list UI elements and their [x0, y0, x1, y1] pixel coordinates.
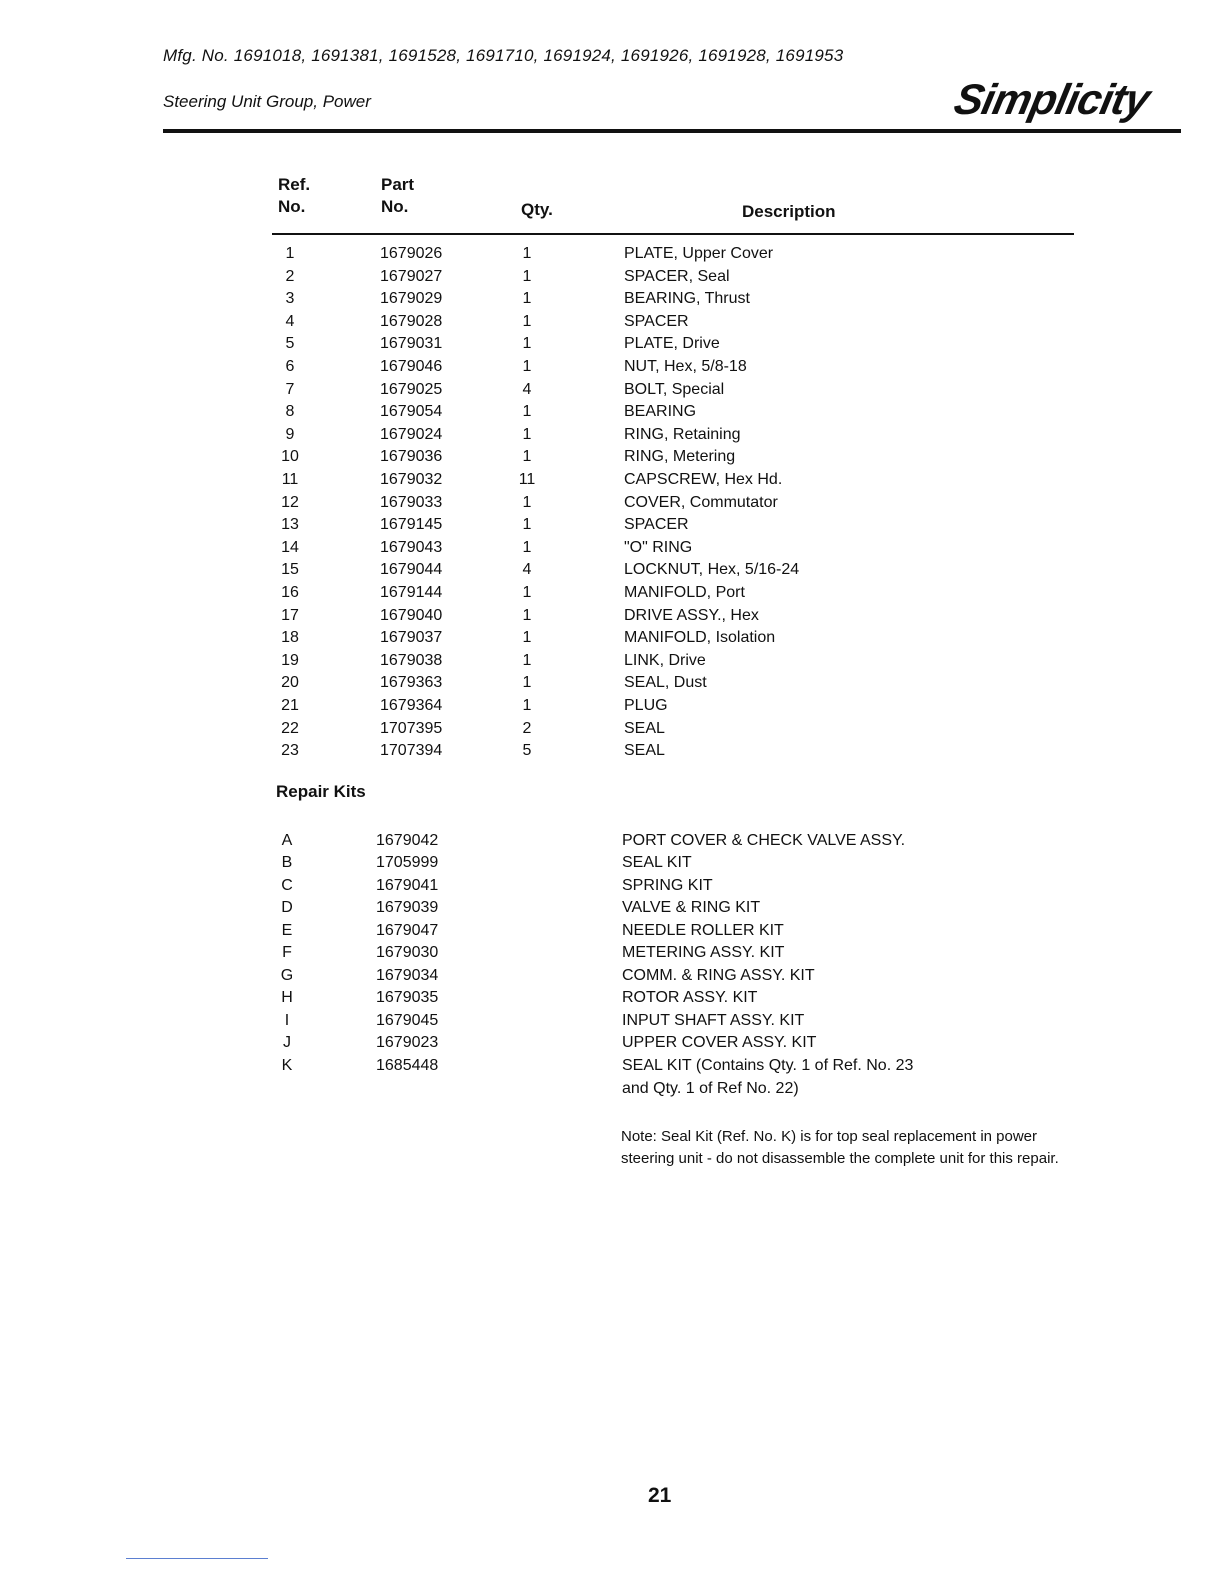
- kit-k-continuation: and Qty. 1 of Ref No. 22): [622, 1080, 799, 1097]
- part-no: 1679144: [380, 584, 443, 601]
- ref-no: 6: [285, 358, 295, 375]
- kit-part-no: 1679030: [376, 944, 439, 961]
- ref-no: 18: [281, 629, 299, 646]
- ref-no: 8: [285, 403, 295, 420]
- ref-no: 3: [285, 290, 295, 307]
- kit-description: SEAL KIT (Contains Qty. 1 of Ref. No. 23: [622, 1057, 914, 1074]
- kit-part-no: 1679035: [376, 989, 439, 1006]
- description: BEARING: [624, 403, 697, 420]
- kit-ref: H: [281, 989, 293, 1006]
- ref-no: 22: [281, 720, 299, 737]
- ref-no: 12: [281, 494, 299, 511]
- part-no: 1679036: [380, 448, 443, 465]
- kit-part-no: 1679041: [376, 877, 439, 894]
- qty: 1: [522, 584, 532, 601]
- qty: 1: [522, 674, 532, 691]
- part-no: 1679038: [380, 652, 443, 669]
- qty: 1: [522, 426, 532, 443]
- section-title: Steering Unit Group, Power: [163, 92, 371, 111]
- kit-part-no: 1679042: [376, 832, 439, 849]
- qty: 5: [522, 742, 532, 759]
- ref-no: 1: [285, 245, 295, 262]
- qty: 1: [522, 697, 532, 714]
- ref-no: 4: [285, 313, 295, 330]
- description: SPACER, Seal: [624, 268, 730, 285]
- qty: 1: [522, 516, 532, 533]
- kit-ref: E: [281, 922, 293, 939]
- kit-ref: A: [281, 832, 293, 849]
- description: LINK, Drive: [624, 652, 706, 669]
- part-no: 1679033: [380, 494, 443, 511]
- part-no: 1679027: [380, 268, 443, 285]
- description-heading: Description: [742, 202, 836, 221]
- description: CAPSCREW, Hex Hd.: [624, 471, 783, 488]
- kit-description: METERING ASSY. KIT: [622, 944, 785, 961]
- description: SPACER: [624, 313, 689, 330]
- description: SEAL: [624, 742, 665, 759]
- part-no: 1679032: [380, 471, 443, 488]
- kit-part-no: 1679039: [376, 899, 439, 916]
- kit-description: SPRING KIT: [622, 877, 713, 894]
- kit-description: NEEDLE ROLLER KIT: [622, 922, 784, 939]
- part-no: 1679044: [380, 561, 443, 578]
- qty: 1: [522, 494, 532, 511]
- kit-description: PORT COVER & CHECK VALVE ASSY.: [622, 832, 906, 849]
- ref-heading-line2: No.: [278, 197, 306, 216]
- ref-no: 16: [281, 584, 299, 601]
- kit-ref: K: [281, 1057, 293, 1074]
- kit-ref: B: [281, 854, 293, 871]
- kit-part-no: 1679023: [376, 1034, 439, 1051]
- qty: 2: [522, 720, 532, 737]
- part-no: 1679037: [380, 629, 443, 646]
- description: LOCKNUT, Hex, 5/16-24: [624, 561, 800, 578]
- part-no: 1679363: [380, 674, 443, 691]
- ref-no: 20: [281, 674, 299, 691]
- description: RING, Metering: [624, 448, 736, 465]
- kit-description: UPPER COVER ASSY. KIT: [622, 1034, 817, 1051]
- part-no: 1679029: [380, 290, 443, 307]
- qty: 1: [522, 358, 532, 375]
- description: BOLT, Special: [624, 381, 725, 398]
- description: COVER, Commutator: [624, 494, 778, 511]
- kit-description: VALVE & RING KIT: [622, 899, 761, 916]
- kit-ref: G: [280, 967, 294, 984]
- ref-no: 11: [281, 471, 299, 488]
- qty-heading: Qty.: [521, 200, 553, 219]
- part-no: 1679024: [380, 426, 443, 443]
- part-no: 1679031: [380, 335, 443, 352]
- ref-no: 5: [285, 335, 295, 352]
- repair-kits-heading: Repair Kits: [276, 782, 366, 801]
- ref-heading-line1: Ref.: [278, 175, 311, 194]
- part-no: 1679026: [380, 245, 443, 262]
- description: PLATE, Upper Cover: [624, 245, 774, 262]
- qty: 1: [522, 313, 532, 330]
- ref-no: 19: [281, 652, 299, 669]
- part-no: 1679043: [380, 539, 443, 556]
- description: NUT, Hex, 5/8-18: [624, 358, 747, 375]
- description: PLATE, Drive: [624, 335, 720, 352]
- kit-ref: D: [281, 899, 293, 916]
- mfg-numbers: Mfg. No. 1691018, 1691381, 1691528, 1691710, 1691924, 1691926, 1691928, 1691953: [163, 46, 844, 65]
- qty: 1: [522, 335, 532, 352]
- kit-part-no: 1679045: [376, 1012, 439, 1029]
- description: BEARING, Thrust: [624, 290, 750, 307]
- qty: 1: [522, 448, 532, 465]
- part-no: 1679046: [380, 358, 443, 375]
- qty: 1: [522, 403, 532, 420]
- qty: 1: [522, 268, 532, 285]
- part-no: 1679364: [380, 697, 443, 714]
- repair-note: Note: Seal Kit (Ref. No. K) is for top seal replacement in power steering unit - do not disassemble the complete unit for this repair.: [621, 1128, 1059, 1167]
- kit-part-no: 1705999: [376, 854, 439, 871]
- qty: 4: [522, 561, 532, 578]
- part-no: 1679040: [380, 607, 443, 624]
- qty: 1: [522, 629, 532, 646]
- description: SEAL, Dust: [624, 674, 707, 691]
- ref-no: 14: [281, 539, 299, 556]
- qty: 1: [522, 245, 532, 262]
- kit-ref: I: [284, 1012, 290, 1029]
- ref-no: 2: [285, 268, 295, 285]
- description: SEAL: [624, 720, 665, 737]
- kit-part-no: 1679047: [376, 922, 439, 939]
- bottom-divider: [126, 1558, 268, 1559]
- qty: 1: [522, 539, 532, 556]
- ref-no: 23: [281, 742, 299, 759]
- part-no: 1679028: [380, 313, 443, 330]
- part-no: 1707394: [380, 742, 443, 759]
- kit-ref: F: [282, 944, 292, 961]
- part-no: 1707395: [380, 720, 443, 737]
- qty: 11: [518, 471, 536, 488]
- page-number: 21: [648, 1484, 672, 1507]
- description: DRIVE ASSY., Hex: [624, 607, 759, 624]
- ref-no: 9: [285, 426, 295, 443]
- qty: 1: [522, 290, 532, 307]
- kit-part-no: 1679034: [376, 967, 439, 984]
- kit-description: COMM. & RING ASSY. KIT: [622, 967, 815, 984]
- description: MANIFOLD, Isolation: [624, 629, 776, 646]
- qty: 4: [522, 381, 532, 398]
- description: RING, Retaining: [624, 426, 741, 443]
- header-rule: [163, 129, 1181, 133]
- kit-ref: J: [283, 1034, 291, 1051]
- kit-description: ROTOR ASSY. KIT: [622, 989, 758, 1006]
- part-no: 1679025: [380, 381, 443, 398]
- kit-description: INPUT SHAFT ASSY. KIT: [622, 1012, 805, 1029]
- heading-rule: [272, 233, 1074, 235]
- qty: 1: [522, 607, 532, 624]
- kit-part-no: 1685448: [376, 1057, 439, 1074]
- brand-logo: Simplicity: [950, 76, 1154, 124]
- qty: 1: [522, 652, 532, 669]
- part-no: 1679054: [380, 403, 443, 420]
- description: PLUG: [624, 697, 668, 714]
- part-no: 1679145: [380, 516, 443, 533]
- kit-description: SEAL KIT: [622, 854, 692, 871]
- part-heading-line1: Part: [381, 175, 415, 194]
- ref-no: 17: [281, 607, 299, 624]
- ref-no: 10: [281, 448, 299, 465]
- ref-no: 7: [285, 381, 295, 398]
- ref-no: 21: [281, 697, 299, 714]
- description: "O" RING: [624, 539, 693, 556]
- part-heading-line2: No.: [381, 197, 409, 216]
- ref-no: 15: [281, 561, 299, 578]
- description: MANIFOLD, Port: [624, 584, 745, 601]
- ref-no: 13: [281, 516, 299, 533]
- description: SPACER: [624, 516, 689, 533]
- kit-ref: C: [281, 877, 293, 894]
